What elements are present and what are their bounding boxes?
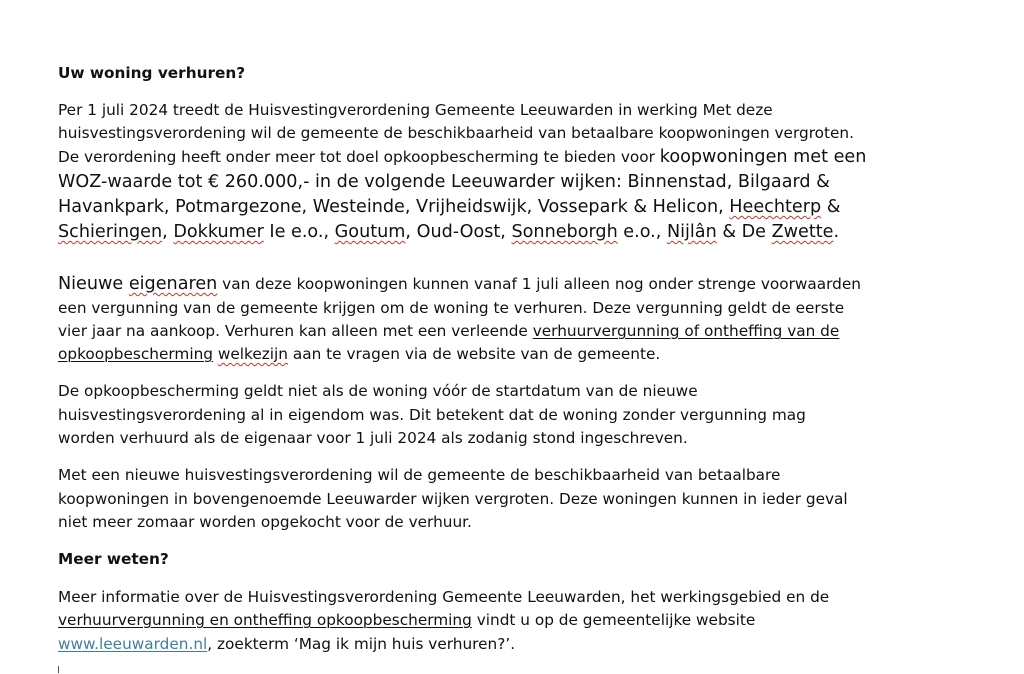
spellcheck-sonneborgh: Sonneborgh xyxy=(511,222,618,242)
owners-line-4 xyxy=(58,344,660,364)
intro-line-3-large-text: koopwoningen met een xyxy=(659,147,867,167)
info-line-3-text: , zoekterm ‘Mag ik mijn huis verhuren?’. xyxy=(207,635,516,653)
intro-line-4: WOZ-waarde tot € 260.000,- in de volgende Leeuwarder wijken: Binnenstad, Bilgaard & xyxy=(58,172,830,192)
owners-line-1 xyxy=(58,274,861,294)
heading-meer-weten: Meer weten? xyxy=(58,550,169,568)
spellcheck-heechterp: Heechterp xyxy=(729,197,822,217)
intro-line-5-end: & xyxy=(821,197,841,217)
goal-line-3: niet meer zomaar worden opgekocht voor de verhuur. xyxy=(58,513,472,531)
info-line-2 xyxy=(58,610,755,630)
spellcheck-eigenaren: eigenaren xyxy=(128,274,218,294)
owners-line-1-lead: Nieuwe xyxy=(58,274,129,294)
intro-line-5 xyxy=(58,197,840,217)
owners-line-1-text: van deze koopwoningen kunnen vanaf 1 juli alleen nog onder strenge voorwaarden xyxy=(217,275,861,293)
info-line-1: Meer informatie over de Huisvestingsverordening Gemeente Leeuwarden, het werkingsgebied en de xyxy=(58,588,830,606)
spellcheck-welkezijn: welkezijn xyxy=(217,345,288,363)
intro-line-2: huisvestingsverordening wil de gemeente de beschikbaarheid van betaalbare koopwoningen vergroten. xyxy=(58,124,854,142)
spellcheck-goutum: Goutum xyxy=(334,222,406,242)
owners-line-3-text: vier jaar na aankoop. Verhuren kan alleen met een verleende xyxy=(58,322,533,340)
goal-line-2: koopwoningen in bovengenoemde Leeuwarder wijken vergroten. Deze woningen kunnen in ieder geval xyxy=(58,490,848,508)
intro-line-6-sep-2: Ie e.o., xyxy=(263,222,335,242)
intro-line-6-end: . xyxy=(833,222,840,242)
underlined-opkoopbescherming: opkoopbescherming xyxy=(58,345,213,363)
intro-line-5-text: Havankpark, Potmargezone, Westeinde, Vrijheidswijk, Vossepark & Helicon, xyxy=(58,197,730,217)
info-line-3 xyxy=(58,634,515,654)
text-cursor-mark xyxy=(58,666,59,673)
intro-line-6-sep-3: , Oud-Oost, xyxy=(405,222,512,242)
intro-line-6-sep-5: & De xyxy=(716,222,772,242)
intro-line-6-sep-1: , xyxy=(162,222,174,242)
protection-line-2: huisvestingsverordening al in eigendom was. Dit betekent dat de woning zonder vergunning mag xyxy=(58,406,806,424)
underlined-verhuurvergunning: verhuurvergunning of ontheffing van de xyxy=(532,322,840,340)
owners-line-3 xyxy=(58,321,839,341)
protection-line-3: worden verhuurd als de eigenaar voor 1 juli 2024 als zodanig stond ingeschreven. xyxy=(58,429,688,447)
underlined-verhuurvergunning-ontheffing: verhuurvergunning en ontheffing opkoopbescherming xyxy=(58,611,472,629)
spellcheck-nijlan: Nijlân xyxy=(666,222,717,242)
goal-line-1: Met een nieuwe huisvestingsverordening wil de gemeente de beschikbaarheid van betaalbare xyxy=(58,466,781,484)
intro-line-6 xyxy=(58,222,839,242)
info-line-2-text: vindt u op de gemeentelijke website xyxy=(471,611,756,629)
intro-line-1: Per 1 juli 2024 treedt de Huisvestingverordening Gemeente Leeuwarden in werking Met deze xyxy=(58,101,773,119)
spellcheck-schieringen: Schieringen xyxy=(58,222,163,242)
intro-line-6-sep-4: e.o., xyxy=(617,222,667,242)
spellcheck-dokkumer: Dokkumer xyxy=(173,222,264,242)
owners-line-4-text: aan te vragen via de website van de gemeente. xyxy=(288,345,661,363)
intro-line-3-text: De verordening heeft onder meer tot doel opkoopbescherming te bieden voor xyxy=(58,148,660,166)
intro-line-3 xyxy=(58,147,866,167)
protection-line-1: De opkoopbescherming geldt niet als de woning vóór de startdatum van de nieuwe xyxy=(58,382,698,400)
website-link[interactable]: www.leeuwarden.nl xyxy=(58,635,208,653)
heading-uw-woning-verhuren: Uw woning verhuren? xyxy=(58,64,246,82)
spellcheck-zwette: Zwette xyxy=(771,222,834,242)
owners-line-2: een vergunning van de gemeente krijgen om de woning te verhuren. Deze vergunning geldt de eerste xyxy=(58,299,845,317)
